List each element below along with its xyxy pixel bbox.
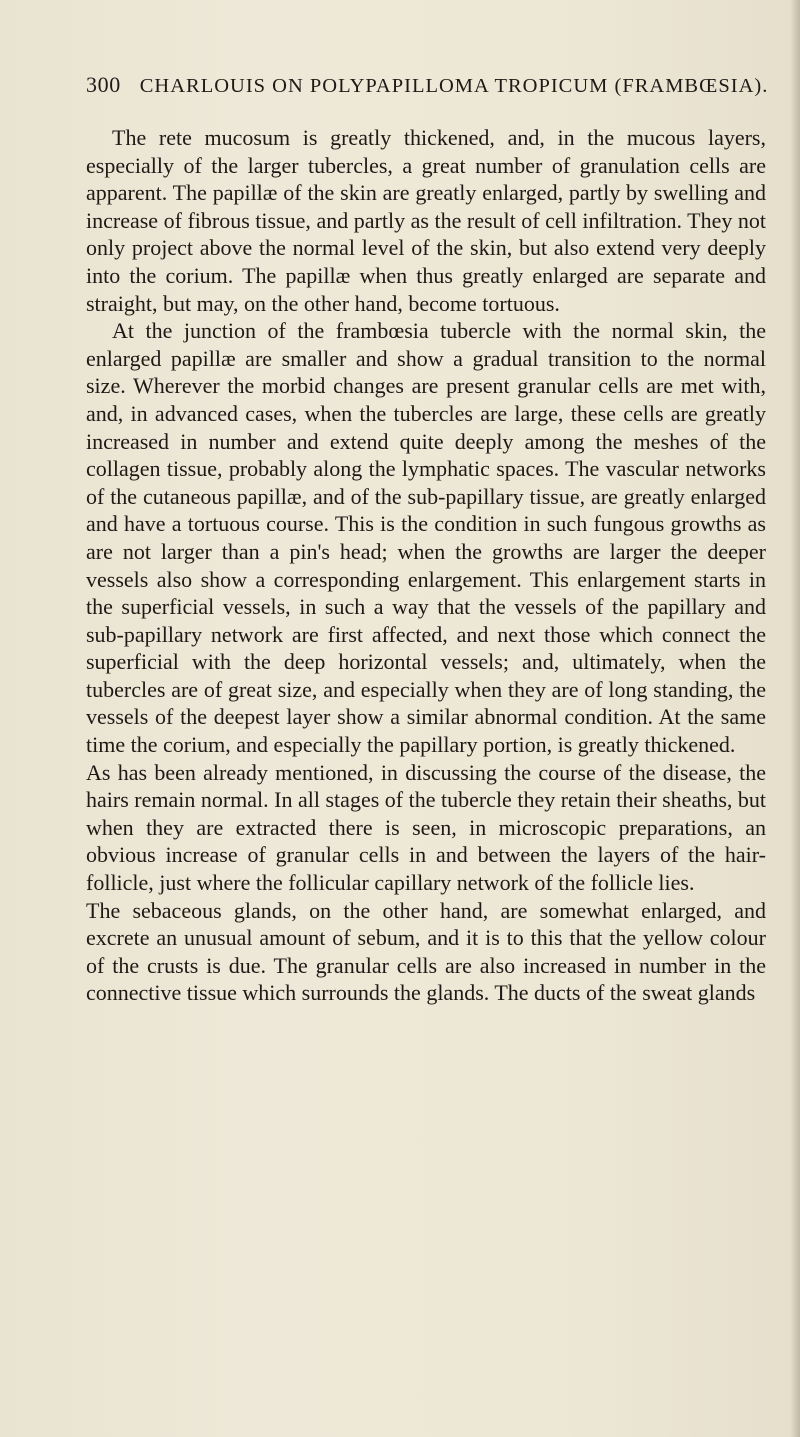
page-edge-shadow	[790, 0, 800, 1437]
body-text	[86, 124, 766, 1007]
page-header	[86, 72, 776, 98]
paragraph-hairs: As has been already mentioned, in discussing the course of the disease, the hairs remain normal. In all stages of the tubercle they retain their sheaths, but when they are extracted there is seen, in microscopic preparations, an obvious increase of granular cells in and between the layers of the hair-follicle, just where the follicular capillary network of the follicle lies.	[86, 759, 766, 896]
running-head: CHARLOUIS ON POLYPAPILLOMA TROPICUM (FRAMBŒSIA).	[139, 75, 769, 97]
page-number: 300	[86, 72, 121, 97]
paragraph-junction: At the junction of the frambœsia tubercle with the normal skin, the enlarged papillæ are smaller and show a gradual transition to the normal size. Wherever the morbid changes are present granular cells are met with, and, in advanced cases, when the tubercles are large, these cells are greatly increased in number and extend quite deeply among the meshes of the collagen tissue, probably along the lymphatic spaces. The vascular networks of the cutaneous papillæ, and of the sub-papillary tissue, are greatly enlarged and have a tortuous course. This is the condition in such fungous growths as are not larger than a pin's head; when the growths are larger the deeper vessels also show a corresponding enlargement. This enlargement starts in the superficial vessels, in such a way that the vessels of the papillary and sub-papillary network are first affected, and next those which connect the superficial with the deep horizontal vessels; and, ultimately, when the tubercles are of great size, and especially when they are of long standing, the vessels of the deepest layer show a similar abnormal condition. At the same time the corium, and especially the papillary portion, is greatly thickened.	[86, 318, 766, 758]
paragraph-rete-mucosum: The rete mucosum is greatly thickened, and, in the mucous layers, especially of the larger tubercles, a great number of granulation cells are apparent. The papillæ of the skin are greatly enlarged, partly by swelling and increase of fibrous tissue, and partly as the result of cell infiltration. They not only project above the normal level of the skin, but also extend very deeply into the corium. The papillæ when thus greatly enlarged are separate and straight, but may, on the other hand, become tortuous.	[86, 125, 766, 316]
paragraph-sebaceous-glands: The sebaceous glands, on the other hand, are somewhat enlarged, and excrete an unusual amount of sebum, and it is to this that the yellow colour of the crusts is due. The granular cells are also increased in number in the connective tissue which surrounds the glands. The ducts of the sweat glands	[86, 897, 766, 1006]
